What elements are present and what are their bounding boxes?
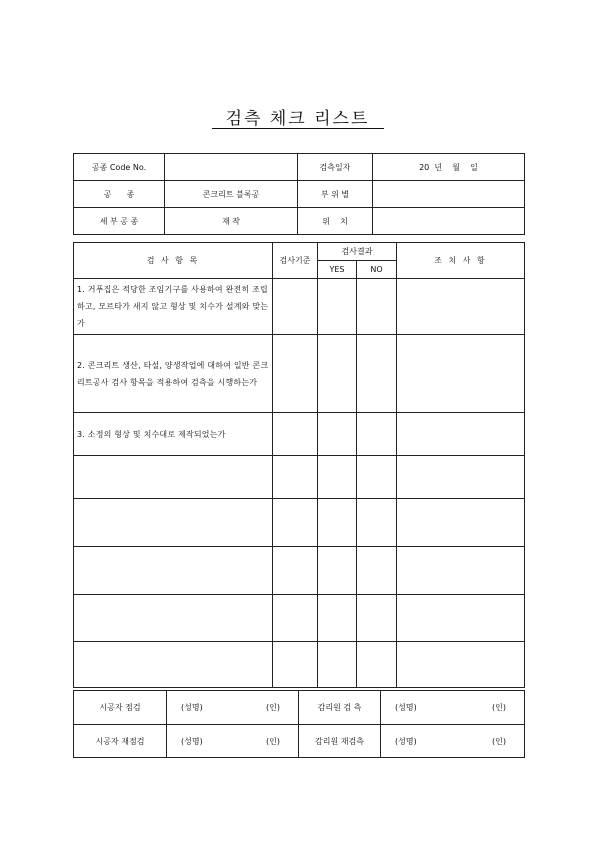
table-row [74,335,525,413]
standard-cell[interactable] [273,595,318,642]
subwork-value[interactable]: 재 작 [165,208,298,235]
yes-cell[interactable] [318,642,357,688]
header-table [73,153,525,235]
document-title: 검측 체크 리스트 [225,109,370,129]
table-row [74,279,525,335]
title-underline [212,128,384,129]
standard-cell[interactable] [273,499,318,547]
action-cell[interactable] [397,456,525,499]
supervisor-reinspection-label: 감리원 재검측 [299,725,381,758]
check-item-empty[interactable] [74,595,273,642]
work-value[interactable]: 콘크리트 블록공 [165,181,298,208]
no-cell[interactable] [357,335,397,413]
yes-cell[interactable] [318,335,357,413]
yes-cell[interactable] [318,499,357,547]
no-cell[interactable] [357,413,397,456]
date-label: 검측일자 [298,154,373,181]
table-row [74,595,525,642]
check-item-empty[interactable] [74,499,273,547]
action-cell[interactable] [397,413,525,456]
table-row [74,499,525,547]
check-item-empty[interactable] [74,642,273,688]
yes-cell[interactable] [318,547,357,595]
work-label: 공 종 [74,181,165,208]
col-action-header: 조 치 사 항 [397,243,525,279]
no-cell[interactable] [357,456,397,499]
check-item-1: 1. 거푸집은 적당한 조임기구를 사용하여 완전히 조립하고, 모르타가 새지 않고 형상 및 치수가 설계와 맞는가 [74,279,273,335]
col-result-header: 검사결과 [318,243,397,261]
standard-cell[interactable] [273,413,318,456]
action-cell[interactable] [397,499,525,547]
no-cell[interactable] [357,547,397,595]
name-placeholder: (성명) [181,703,203,712]
action-cell[interactable] [397,642,525,688]
check-item-empty[interactable] [74,547,273,595]
no-cell[interactable] [357,642,397,688]
action-cell[interactable] [397,547,525,595]
standard-cell[interactable] [273,456,318,499]
no-cell[interactable] [357,279,397,335]
standard-cell[interactable] [273,279,318,335]
name-placeholder: (성명) [395,736,417,746]
col-item-header: 검 사 항 목 [74,243,273,279]
yes-cell[interactable] [318,595,357,642]
standard-cell[interactable] [273,642,318,688]
checklist-table [73,242,525,688]
col-standard-header: 검사기준 [273,243,318,279]
action-cell[interactable] [397,595,525,642]
no-cell[interactable] [357,499,397,547]
yes-cell[interactable] [318,413,357,456]
contractor-signature-cell[interactable] [167,691,299,725]
table-row [74,456,525,499]
location-label: 위 치 [298,208,373,235]
subwork-label: 세 부 공 종 [74,208,165,235]
location-value[interactable] [373,208,525,235]
supervisor-reinspection-signature-cell[interactable] [381,725,525,758]
contractor-reinspection-label: 시공자 재점검 [74,725,167,758]
date-value[interactable]: 20 년 월 일 [373,154,525,181]
col-yes-header: YES [318,261,357,279]
supervisor-inspection-label: 감리원 검 측 [299,691,381,725]
contractor-inspection-label: 시공자 점검 [74,691,167,725]
name-placeholder: (성명) [181,736,203,746]
contractor-reinspection-signature-cell[interactable] [167,725,299,758]
seal-mark: (인) [492,736,506,746]
check-item-empty[interactable] [74,456,273,499]
check-item-3: 3. 소정의 형상 및 치수대로 제작되었는가 [74,413,273,456]
action-cell[interactable] [397,279,525,335]
signature-table [73,690,525,758]
col-no-header: NO [357,261,397,279]
yes-cell[interactable] [318,456,357,499]
no-cell[interactable] [357,595,397,642]
standard-cell[interactable] [273,335,318,413]
supervisor-signature-cell[interactable] [381,691,525,725]
yes-cell[interactable] [318,279,357,335]
seal-mark: (인) [492,703,506,712]
table-row [74,413,525,456]
code-value[interactable] [165,154,298,181]
part-label: 부 위 별 [298,181,373,208]
check-item-2: 2. 콘크리트 생산, 타설, 양생작업에 대하여 일반 콘크리트공사 검사 항목을 적용하여 검측을 시행하는가 [74,335,273,413]
name-placeholder: (성명) [395,703,417,712]
action-cell[interactable] [397,335,525,413]
standard-cell[interactable] [273,547,318,595]
seal-mark: (인) [266,703,280,712]
table-row [74,547,525,595]
seal-mark: (인) [266,736,280,746]
part-value[interactable] [373,181,525,208]
table-row [74,642,525,688]
code-label: 공종 Code No. [74,154,165,181]
